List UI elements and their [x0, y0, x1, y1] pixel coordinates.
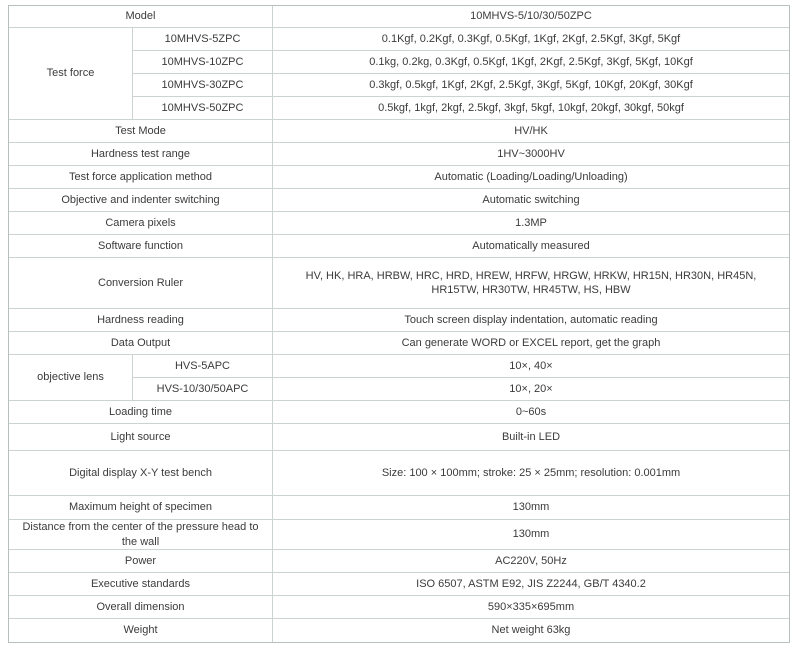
- sub-row-value: 0.5kgf, 1kgf, 2kgf, 2.5kgf, 3kgf, 5kgf, 10kgf, 20kgf, 30kgf, 50kgf: [378, 101, 684, 114]
- table-row-group-test-force: [9, 28, 789, 120]
- table-row: [9, 573, 789, 596]
- table-row: [9, 401, 789, 424]
- row-label: Maximum height of specimen: [9, 496, 273, 519]
- row-value: 1HV~3000HV: [497, 147, 565, 160]
- sub-row-label: HVS-10/30/50APC: [133, 378, 273, 400]
- row-value: 1.3MP: [515, 216, 547, 229]
- sub-row-label: HVS-5APC: [133, 355, 273, 377]
- table-row: [9, 166, 789, 189]
- row-value: Automatic (Loading/Loading/Unloading): [434, 170, 628, 183]
- table-row: [9, 120, 789, 143]
- table-row-group-objective-lens: [9, 355, 789, 401]
- row-label: Weight: [9, 619, 273, 642]
- row-label: Model: [9, 6, 273, 27]
- sub-row-value: 0.1kg, 0.2kg, 0.3Kgf, 0.5Kgf, 1Kgf, 2Kgf, 2.5Kgf, 3Kgf, 5Kgf, 10Kgf: [369, 55, 693, 68]
- sub-row-label: 10MHVS-50ZPC: [133, 97, 273, 119]
- row-label: Power: [9, 550, 273, 572]
- row-value: 130mm: [512, 528, 550, 541]
- row-label: Data Output: [9, 332, 273, 354]
- row-value: ISO 6507, ASTM E92, JIS Z2244, GB/T 4340.2: [416, 577, 646, 590]
- sub-row: [133, 74, 789, 97]
- row-label: Test force application method: [9, 166, 273, 188]
- row-label: Camera pixels: [9, 212, 273, 234]
- row-label: Objective and indenter switching: [9, 189, 273, 211]
- row-value: HV, HK, HRA, HRBW, HRC, HRD, HREW, HRFW, HRGW, HRKW, HR15N, HR30N, HR45N, HR15TW, HR30TW, HR45TW, HS, HBW: [305, 269, 757, 296]
- table-row: [9, 309, 789, 332]
- table-row: [9, 496, 789, 520]
- row-label: Light source: [9, 424, 273, 450]
- row-value: Automatically measured: [472, 239, 590, 252]
- sub-row-label: 10MHVS-5ZPC: [133, 28, 273, 50]
- table-row: [9, 258, 789, 309]
- sub-row-value: 0.3kgf, 0.5kgf, 1Kgf, 2Kgf, 2.5Kgf, 3Kgf, 5Kgf, 10Kgf, 20Kgf, 30Kgf: [369, 78, 693, 91]
- sub-row: [133, 378, 789, 400]
- row-label: Overall dimension: [9, 596, 273, 618]
- table-row: [9, 235, 789, 258]
- row-label: Executive standards: [9, 573, 273, 595]
- row-value: Can generate WORD or EXCEL report, get the graph: [401, 336, 661, 349]
- row-value: Touch screen display indentation, automatic reading: [404, 313, 658, 326]
- row-value: Automatic switching: [482, 193, 580, 206]
- table-row: [9, 550, 789, 573]
- merged-row-label: objective lens: [9, 355, 133, 400]
- row-label: Distance from the center of the pressure head to the wall: [9, 520, 273, 549]
- row-value: 0~60s: [515, 405, 547, 418]
- row-value: 10MHVS-5/10/30/50ZPC: [470, 10, 592, 23]
- table-row: [9, 143, 789, 166]
- table-row: [9, 619, 789, 642]
- table-row: [9, 424, 789, 451]
- specification-table: [8, 5, 790, 643]
- row-label: Digital display X-Y test bench: [9, 451, 273, 495]
- sub-row-label: 10MHVS-30ZPC: [133, 74, 273, 96]
- sub-row-value: 10×, 40×: [509, 359, 553, 372]
- row-label: Test Mode: [9, 120, 273, 142]
- row-label: Hardness test range: [9, 143, 273, 165]
- sub-rows: [133, 355, 789, 400]
- row-label: Software function: [9, 235, 273, 257]
- table-row: [9, 212, 789, 235]
- row-value: 590×335×695mm: [487, 600, 575, 613]
- sub-row-value: 10×, 20×: [509, 382, 553, 395]
- sub-row-label: 10MHVS-10ZPC: [133, 51, 273, 73]
- row-value: Built-in LED: [501, 430, 561, 443]
- row-value: AC220V, 50Hz: [495, 554, 567, 567]
- row-label: Hardness reading: [9, 309, 273, 331]
- row-value: HV/HK: [514, 124, 548, 137]
- sub-row-value: 0.1Kgf, 0.2Kgf, 0.3Kgf, 0.5Kgf, 1Kgf, 2Kgf, 2.5Kgf, 3Kgf, 5Kgf: [381, 32, 681, 45]
- sub-row: [133, 355, 789, 378]
- table-row-model: [9, 6, 789, 28]
- sub-row: [133, 28, 789, 51]
- sub-row: [133, 51, 789, 74]
- table-row: [9, 332, 789, 355]
- row-label: Loading time: [9, 401, 273, 423]
- table-row: [9, 189, 789, 212]
- row-label: Conversion Ruler: [9, 258, 273, 308]
- row-value: Size: 100 × 100mm; stroke: 25 × 25mm; resolution: 0.001mm: [381, 466, 681, 479]
- sub-rows: [133, 28, 789, 119]
- merged-row-label: Test force: [9, 28, 133, 119]
- sub-row: [133, 97, 789, 119]
- table-row: [9, 596, 789, 619]
- table-row: [9, 520, 789, 550]
- row-value: Net weight 63kg: [491, 624, 571, 637]
- table-row: [9, 451, 789, 496]
- row-value: 130mm: [512, 501, 550, 514]
